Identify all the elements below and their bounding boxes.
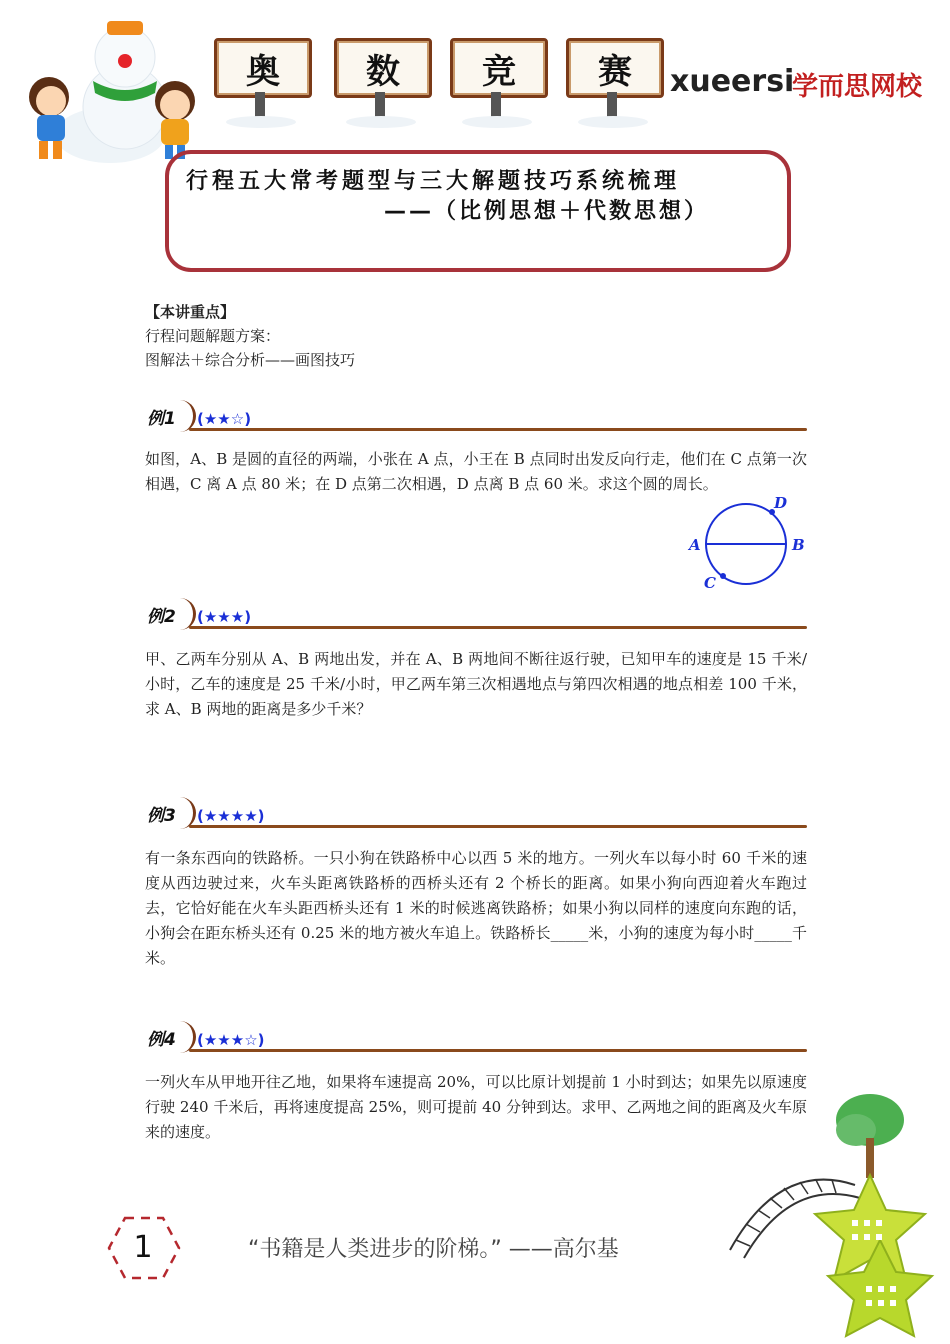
example-badge: 例1	[145, 400, 196, 432]
example-badge: 例3	[145, 797, 196, 829]
example-3-text: 有一条东西向的铁路桥。一只小狗在铁路桥中心以西 5 米的地方。一列火车以每小时 60 千米的速度从西边驶过来，火车头距离铁路桥的西桥头还有 2 个桥长的距离。如果小狗向西迎着火车跑过去，它恰好能在火车头距西桥头还有 1 米的时候逃离铁路桥；如果小狗以同样的速度向东跑的话，小狗会在距东桥头还有 0.25 米的地方被火车追上。铁路桥长_____米，小狗的速度为每小时_____千米。	[145, 849, 807, 967]
focus-heading: 【本讲重点】	[145, 303, 236, 321]
circle-diagram	[680, 492, 810, 592]
difficulty-stars: (★★★☆)	[197, 1031, 265, 1049]
section-rule	[189, 626, 807, 629]
section-rule	[189, 825, 807, 828]
example-1-text: 如图，A、B 是圆的直径的两端，小张在 A 点，小王在 B 点同时出发反向行走，他们在 C 点第一次相遇，C 离 A 点 80 米；在 D 点第二次相遇，D 点离 B 点 60 米。求这个圆的周长。	[145, 450, 807, 493]
header-sign-3: 竞	[450, 38, 548, 98]
example-badge: 例4	[145, 1021, 196, 1053]
header-sign-4: 赛	[566, 38, 664, 98]
example-4-header	[145, 1021, 807, 1057]
example-3-header	[145, 797, 807, 833]
focus-line-1: 行程问题解题方案：	[145, 327, 281, 345]
example-2-header	[145, 598, 807, 634]
footer-quote: “书籍是人类进步的阶梯。” ——高尔基	[248, 1237, 619, 1262]
point-label-d: D	[774, 494, 788, 512]
point-label-a: A	[689, 536, 701, 554]
page-number: 1	[133, 1229, 153, 1265]
snow-mound	[462, 116, 532, 128]
snowman-kids-illustration	[15, 15, 210, 165]
section-rule	[189, 428, 807, 431]
page-title: 行程五大常考题型与三大解题技巧系统梳理	[186, 169, 681, 194]
header-sign-1: 奥	[214, 38, 312, 98]
section-rule	[189, 1049, 807, 1052]
example-badge: 例2	[145, 598, 196, 630]
focus-line-2: 图解法＋综合分析——画图技巧	[145, 351, 356, 369]
point-label-b: B	[792, 536, 805, 554]
example-2-text: 甲、乙两车分别从 A、B 两地出发，并在 A、B 两地间不断往返行驶，已知甲车的速度是 15 千米/小时，乙车的速度是 25 千米/小时，甲乙两车第三次相遇地点与第四次相遇的地点相差 100 千米，求 A、B 两地的距离是多少千米？	[145, 650, 807, 718]
brand-logo-cn: 学而思网校	[792, 72, 923, 102]
page-subtitle: ——（比例思想＋代数思想）	[384, 199, 710, 224]
brand-logo-en: xueersi	[670, 64, 795, 99]
difficulty-stars: (★★☆)	[197, 410, 252, 428]
header-sign-2: 数	[334, 38, 432, 98]
example-1-header	[145, 400, 807, 436]
star-tree-illustration	[720, 1090, 945, 1340]
snow-mound	[226, 116, 296, 128]
snow-mound	[578, 116, 648, 128]
point-label-c: C	[704, 574, 716, 592]
example-4-text: 一列火车从甲地开往乙地，如果将车速提高 20%，可以比原计划提前 1 小时到达；如果先以原速度行驶 240 千米后，再将速度提高 25%，则可提前 40 分钟到达。求甲、乙两地之间的距离及火车原来的速度。	[145, 1073, 807, 1141]
snow-mound	[346, 116, 416, 128]
difficulty-stars: (★★★)	[197, 608, 252, 626]
difficulty-stars: (★★★★)	[197, 807, 265, 825]
